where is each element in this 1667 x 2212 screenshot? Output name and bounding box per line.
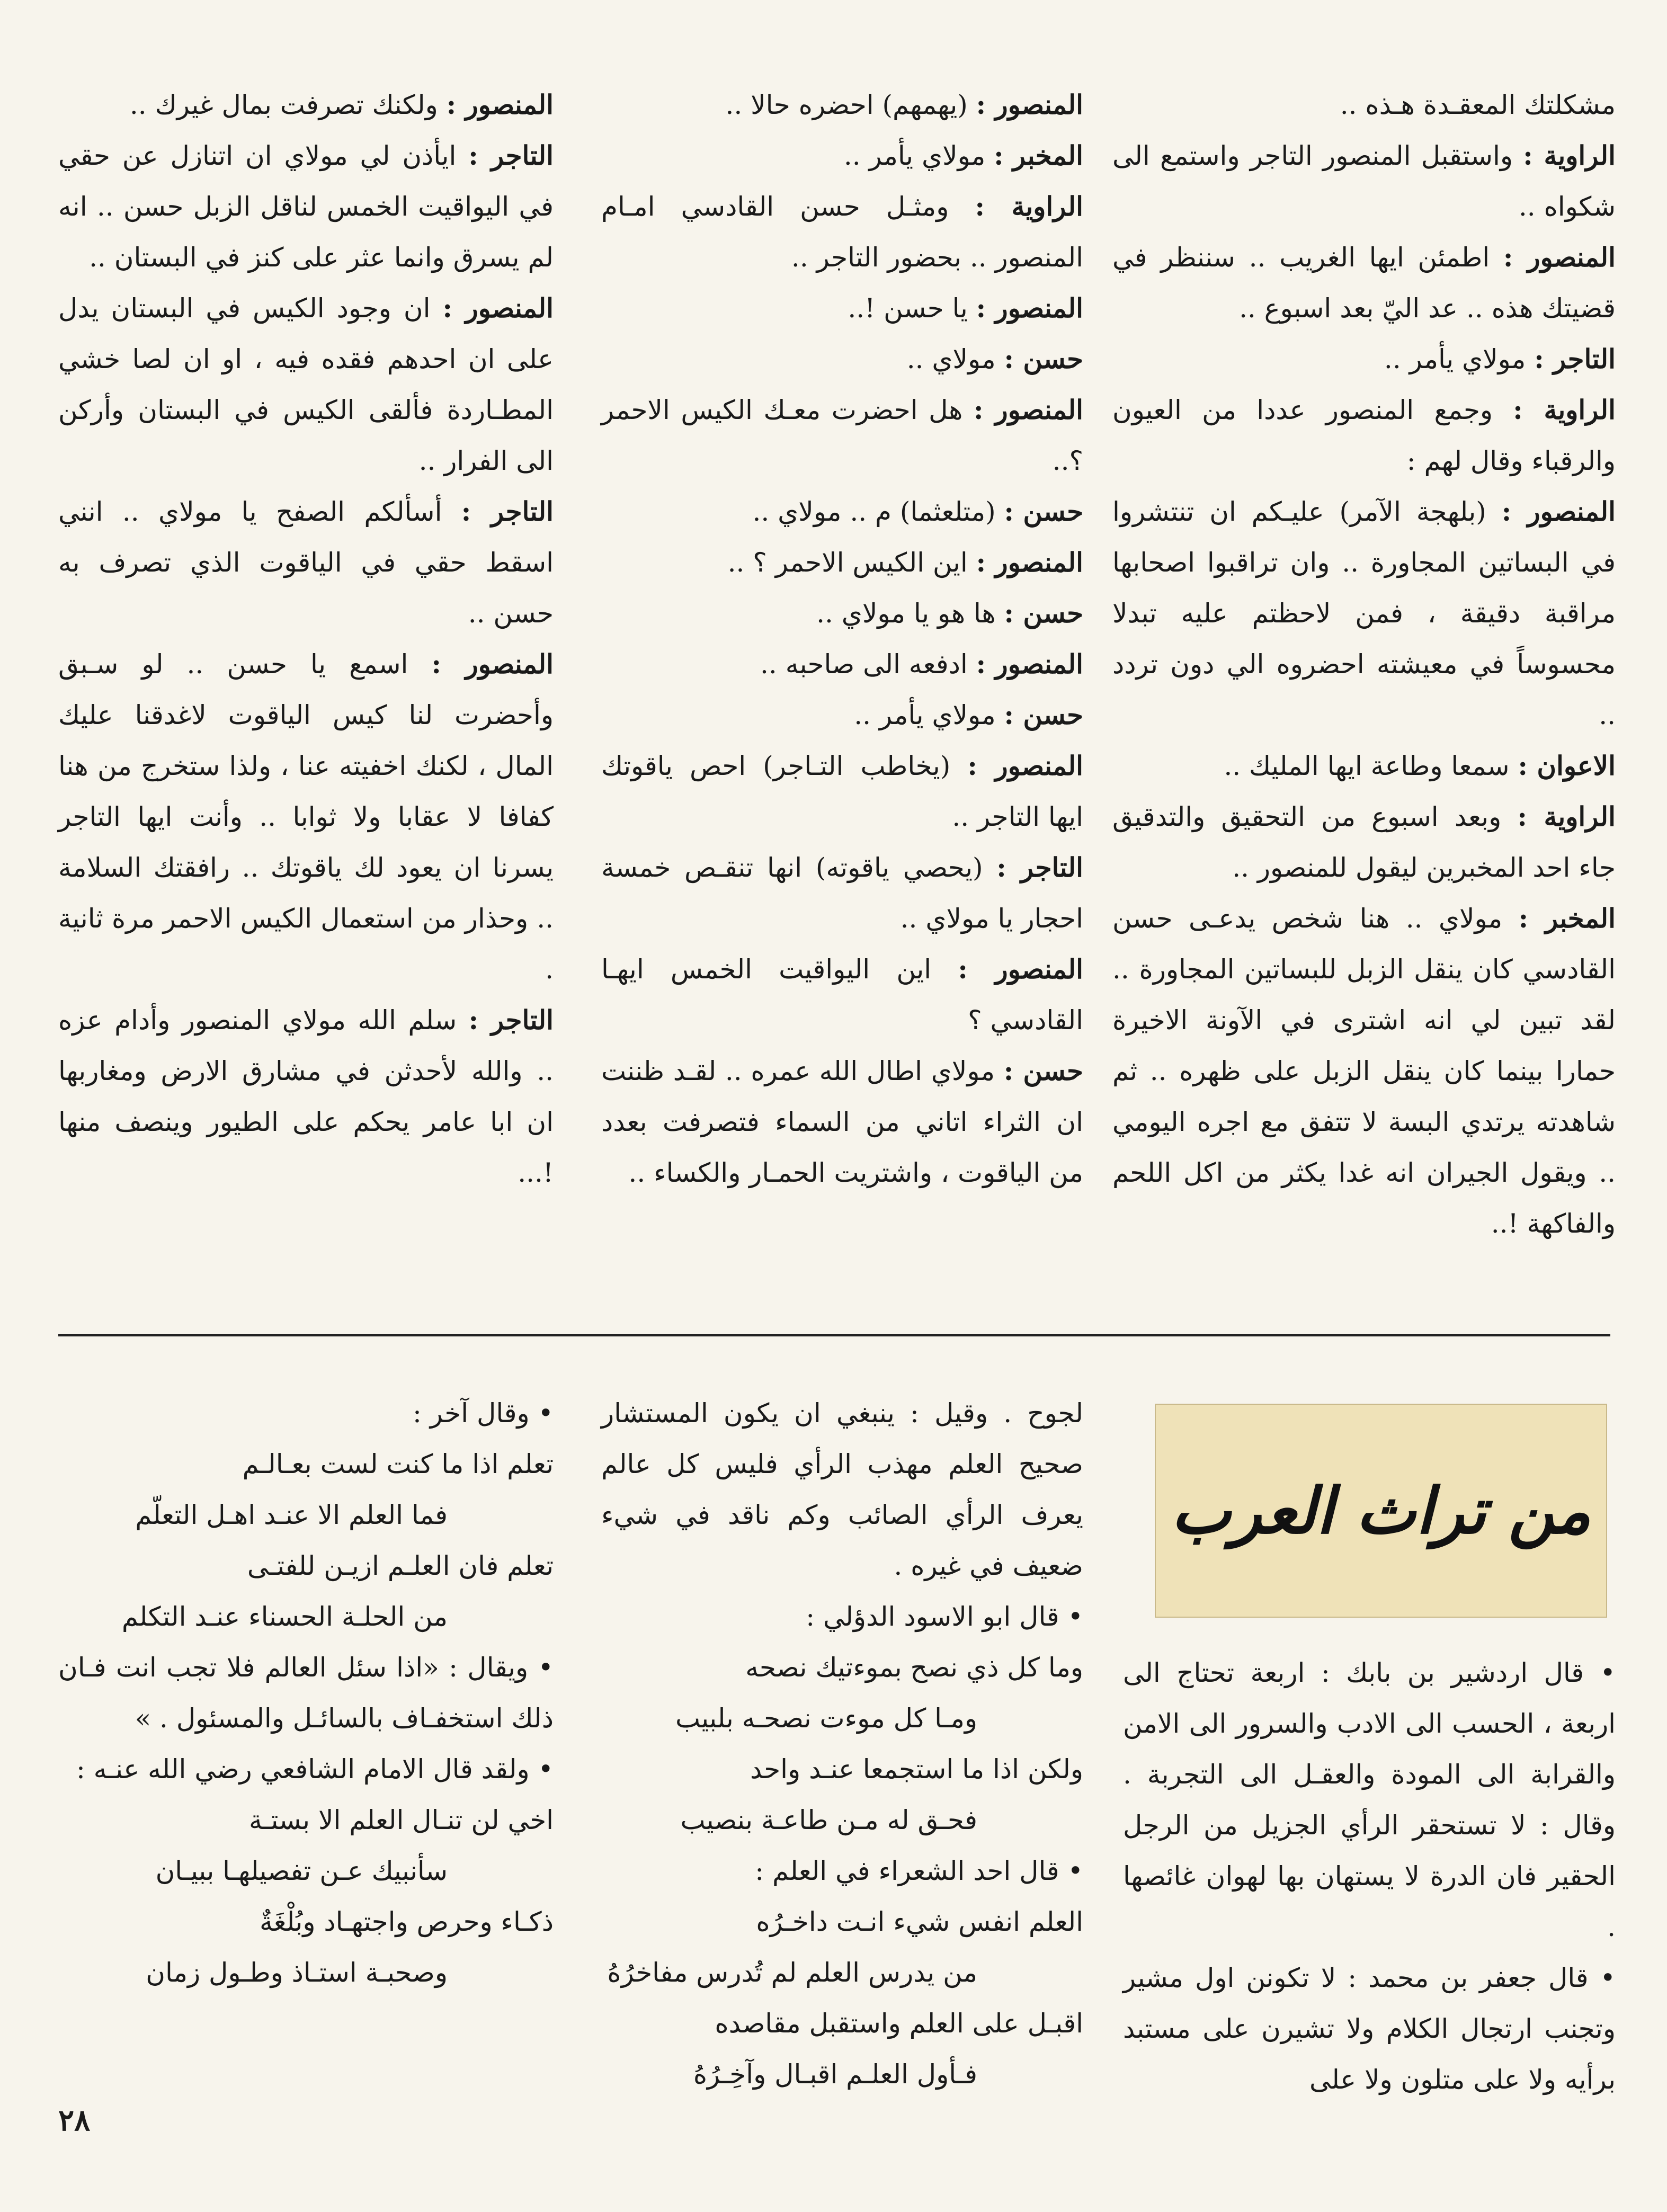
column-top-middle xyxy=(601,79,1083,1198)
verse-line: وما كل ذي نصح بموءتيك نصحه xyxy=(745,1652,1083,1683)
poem-intro: • قال ابو الاسود الدؤلي : xyxy=(806,1601,1083,1632)
dialogue-line xyxy=(601,944,1083,1046)
speaker-label: الراوية : xyxy=(1513,394,1616,425)
verse-line: اقبـل على العلم واستقبل مقاصده xyxy=(715,2008,1083,2039)
verse-line: فـأول العلـم اقبـال وآخِـرُهُ xyxy=(693,2059,977,2090)
verse-line: العلم انفس شيء انـت داخـرُه xyxy=(756,1906,1083,1937)
verse-line: سأنبيك عـن تفصيلهـا ببيـان xyxy=(155,1856,448,1886)
verse-line: من الحلـة الحسناء عنـد التكلم xyxy=(121,1601,448,1632)
speaker-label: التاجر : xyxy=(461,496,554,527)
verse-line: تعلم فان العلـم ازيـن للفتـى xyxy=(247,1550,554,1581)
dialogue-text: اطمئن ايها الغريب .. سننظر في قضيتك هذه .. عد اليّ بعد اسبوع .. xyxy=(1112,242,1616,324)
column-bottom-left xyxy=(58,1388,554,1998)
speaker-label: المنصور : xyxy=(1501,496,1616,527)
speaker-label: التاجر : xyxy=(1534,343,1616,374)
dialogue-text: (يخاطب التـاجر) احص ياقوتك ايها التاجر .. xyxy=(601,751,1083,832)
dialogue-text: اين الكيس الاحمر ؟ .. xyxy=(727,547,968,578)
speaker-label: المنصور : xyxy=(442,292,554,324)
dialogue-line xyxy=(601,588,1083,639)
dialogue-text: (يهمهم) احضره حالا .. xyxy=(725,90,968,120)
dialogue-line xyxy=(1112,741,1616,791)
dialogue-text: مولاي يأمر .. xyxy=(1384,344,1526,374)
dialogue-text: سلم الله مولاي المنصور وأدام عزه .. والله لأحدثن في مشارق الارض ومغاربها ان ابا عامر يحكم على الطيور وينصف منها !... xyxy=(58,1005,554,1188)
speaker-label: المنصور : xyxy=(967,750,1083,781)
dialogue-line xyxy=(58,130,554,283)
page-number: ٢٨ xyxy=(58,2103,91,2138)
dialogue-text: وجمع المنصور عددا من العيون والرقباء وقال لهم : xyxy=(1112,395,1616,476)
dialogue-line xyxy=(1112,791,1616,893)
dialogue-text: (متلعثما) م .. مولاي .. xyxy=(752,496,996,527)
verse-line: فحـق له مـن طاعـة بنصيب xyxy=(680,1805,977,1835)
dialogue-text: ان وجود الكيس في البستان يدل على ان احدهم فقده فيه ، او ان لصا خشي المطـاردة فألقى الكيس في البستان وأركن الى الفرار .. xyxy=(58,293,554,476)
dialogue-line xyxy=(58,79,554,130)
dialogue-line xyxy=(601,334,1083,385)
dialogue-line xyxy=(601,741,1083,842)
verse-line: فما العلم الا عنـد اهـل التعلّم xyxy=(135,1500,448,1530)
dialogue-line xyxy=(58,486,554,639)
dialogue-line xyxy=(58,283,554,486)
speaker-label: التاجر : xyxy=(468,1004,554,1036)
dialogue-line xyxy=(1112,334,1616,385)
speaker-label: الراوية : xyxy=(1517,801,1616,832)
dialogue-line xyxy=(1112,486,1616,741)
speaker-label: حسن : xyxy=(1004,597,1083,629)
dialogue-line xyxy=(1112,232,1616,334)
dialogue-text: مشكلتك المعقـدة هـذه .. xyxy=(1340,90,1616,120)
heritage-paragraph: • ويقال : «اذا سئل العالم فلا تجب انت فـان ذلك استخفـاف بالسائـل والمسئول . » xyxy=(58,1652,554,1734)
dialogue-text: ادفعه الى صاحبه .. xyxy=(760,649,968,680)
speaker-label: حسن : xyxy=(1004,699,1083,730)
speaker-label: الراوية : xyxy=(975,191,1083,222)
dialogue-line xyxy=(1112,385,1616,486)
dialogue-text: يا حسن !.. xyxy=(848,293,968,324)
dialogue-text: مولاي .. xyxy=(906,344,996,374)
speaker-label: المخبر : xyxy=(1518,903,1616,934)
speaker-label: حسن : xyxy=(1004,496,1083,527)
column-bottom-middle xyxy=(601,1388,1083,2100)
dialogue-line xyxy=(1112,79,1616,130)
poem-intro: • قال احد الشعراء في العلم : xyxy=(755,1856,1083,1886)
dialogue-text: مولاي يأمر .. xyxy=(843,140,986,171)
dialogue-line xyxy=(601,130,1083,181)
dialogue-line xyxy=(601,283,1083,334)
dialogue-line xyxy=(601,486,1083,537)
dialogue-line xyxy=(601,181,1083,283)
speaker-label: المنصور : xyxy=(976,547,1083,578)
poem-intro: • ولقد قال الامام الشافعي رضي الله عنـه : xyxy=(76,1754,554,1785)
speaker-label: المنصور : xyxy=(976,89,1083,120)
heritage-banner xyxy=(1155,1404,1607,1618)
dialogue-line xyxy=(58,995,554,1198)
dialogue-line xyxy=(601,1046,1083,1198)
poem-intro: • وقال آخر : xyxy=(412,1398,554,1429)
dialogue-text: مولاي اطال الله عمره .. لقـد ظننت ان الثراء اتاني من السماء فتصرفت بعدد من الياقوت ، واشتريت الحمـار والكساء .. xyxy=(601,1056,1083,1188)
column-top-left xyxy=(58,79,554,1198)
dialogue-line xyxy=(601,842,1083,944)
speaker-label: المنصور : xyxy=(1503,242,1616,273)
dialogue-text: ايأذن لي مولاي ان اتنازل عن حقي في اليواقيت الخمس لناقل الزبل حسن .. انه لم يسرق وانما عثر على كنز في البستان .. xyxy=(58,140,554,273)
speaker-label: الاعوان : xyxy=(1518,750,1616,781)
speaker-label: التاجر : xyxy=(468,140,554,171)
speaker-label: المنصور : xyxy=(973,394,1083,425)
verse-line: اخي لن تنـال العلم الا بستـة xyxy=(249,1805,554,1835)
dialogue-line xyxy=(58,639,554,995)
verse-line: من يدرس العلم لم تُدرس مفاخرُهُ xyxy=(607,1957,977,1988)
section-divider xyxy=(58,1334,1610,1336)
dialogue-text: مولاي يأمر .. xyxy=(854,700,996,730)
heritage-paragraph: • قال اردشير بن بابك : اربعة تحتاج الى اربعة ، الحسب الى الادب والسرور الى الامن والقرابة الى المودة والعقـل الى التجربة . وقال : لا تستحقر الرأي الجزيل من الرجل الحقير فان الدرة لا يستهان بها لهوان غائصها . xyxy=(1123,1657,1616,1942)
verse-line: ذكـاء وحرص واجتهـاد وبُلْغَةٌ xyxy=(259,1906,554,1937)
dialogue-line xyxy=(601,385,1083,486)
speaker-label: الراوية : xyxy=(1523,140,1616,171)
dialogue-text: أسألكم الصفح يا مولاي .. انني اسقط حقي في الياقوت الذي تصرف به حسن .. xyxy=(58,496,554,629)
dialogue-text: هل احضرت معـك الكيس الاحمر ؟.. xyxy=(601,395,1083,476)
dialogue-line xyxy=(601,79,1083,130)
dialogue-text: ها هو يا مولاي .. xyxy=(816,598,996,629)
column-top-right xyxy=(1112,79,1616,1249)
verse-line: تعلم اذا ما كنت لست بعـالـم xyxy=(242,1449,554,1479)
verse-line: وصحبـة استـاذ وطـول زمان xyxy=(146,1957,448,1988)
speaker-label: المنصور : xyxy=(976,292,1083,324)
dialogue-line xyxy=(1112,130,1616,232)
dialogue-line xyxy=(601,639,1083,690)
dialogue-text: مولاي .. هنا شخص يدعـى حسن القادسي كان ينقل الزبل للبساتين المجاورة .. لقد تبين لي انه اشترى في الآونة الاخيرة حمارا بينما كان ينقل الزبل على ظهره .. ثم شاهدته يرتدي البسة لا تتفق مع اجره اليومي .. ويقول الجيران انه غدا يكثر من اكل اللحم والفاكهة !.. xyxy=(1112,903,1616,1239)
dialogue-text: ولكنك تصرفت بمال غيرك .. xyxy=(129,90,438,120)
dialogue-text: ومثـل حسن القادسي امـام المنصور .. بحضور التاجر .. xyxy=(601,191,1083,273)
dialogue-line xyxy=(1112,893,1616,1249)
dialogue-text: (بلهجة الآمر) عليـكم ان تنتشروا في البساتين المجاورة .. وان تراقبوا اصحابها مراقبة دقيقة ، فمن لاحظتم عليه تبدلا محسوساً في معيشته احضروه الي دون تردد .. xyxy=(1112,496,1616,730)
speaker-label: المخبر : xyxy=(994,140,1083,171)
dialogue-text: وبعد اسبوع من التحقيق والتدقيق جاء احد المخبرين ليقول للمنصور .. xyxy=(1112,801,1616,883)
dialogue-text: اسمع يا حسن .. لو سـبق وأحضرت لنا كيس الياقوت لاغدقنا عليك المال ، لكنك اخفيته عنا ، ولذا ستخرج من هنا كفافا لا عقابا ولا ثوابا .. وأنت ايها التاجر يسرنا ان يعود لك ياقوتك .. رافقتك السلامة .. وحذار من استعمال الكيس الاحمر مرة ثانية . xyxy=(58,649,554,985)
dialogue-text: (يحصي ياقوته) انها تنقـص خمسة احجار يا مولاي .. xyxy=(601,852,1083,934)
heritage-paragraph: • قال جعفر بن محمد : لا تكونن اول مشير وتجنب ارتجال الكلام ولا تشيرن على مستبد برأيه ولا على متلون ولا على xyxy=(1123,1963,1616,2095)
speaker-label: المنصور : xyxy=(976,648,1083,680)
speaker-label: المنصور : xyxy=(431,648,554,680)
banner-title: من تراث العرب xyxy=(1171,1473,1591,1548)
dialogue-line xyxy=(601,690,1083,741)
heritage-paragraph: لجوح . وقيل : ينبغي ان يكون المستشار صحيح العلم مهذب الرأي فليس كل عالم يعرف الرأي الصائب وكم ناقد في شيء ضعيف في غيره . xyxy=(601,1398,1083,1581)
verse-line: ومـا كل موءت نصحـه بلبيب xyxy=(675,1703,977,1734)
dialogue-line xyxy=(601,537,1083,588)
dialogue-text: واستقبل المنصور التاجر واستمع الى شكواه .. xyxy=(1112,140,1616,222)
column-bottom-right xyxy=(1123,1647,1616,2105)
speaker-label: المنصور : xyxy=(958,953,1083,985)
verse-line: ولكن اذا ما استجمعا عنـد واحد xyxy=(750,1754,1083,1785)
dialogue-text: سمعا وطاعة ايها المليك .. xyxy=(1224,751,1510,781)
speaker-label: المنصور : xyxy=(446,89,554,120)
speaker-label: حسن : xyxy=(1003,1055,1083,1086)
dialogue-text: اين اليواقيت الخمس ايهـا القادسي ؟ xyxy=(601,954,1083,1036)
speaker-label: حسن : xyxy=(1004,343,1083,374)
speaker-label: التاجر : xyxy=(996,852,1083,883)
